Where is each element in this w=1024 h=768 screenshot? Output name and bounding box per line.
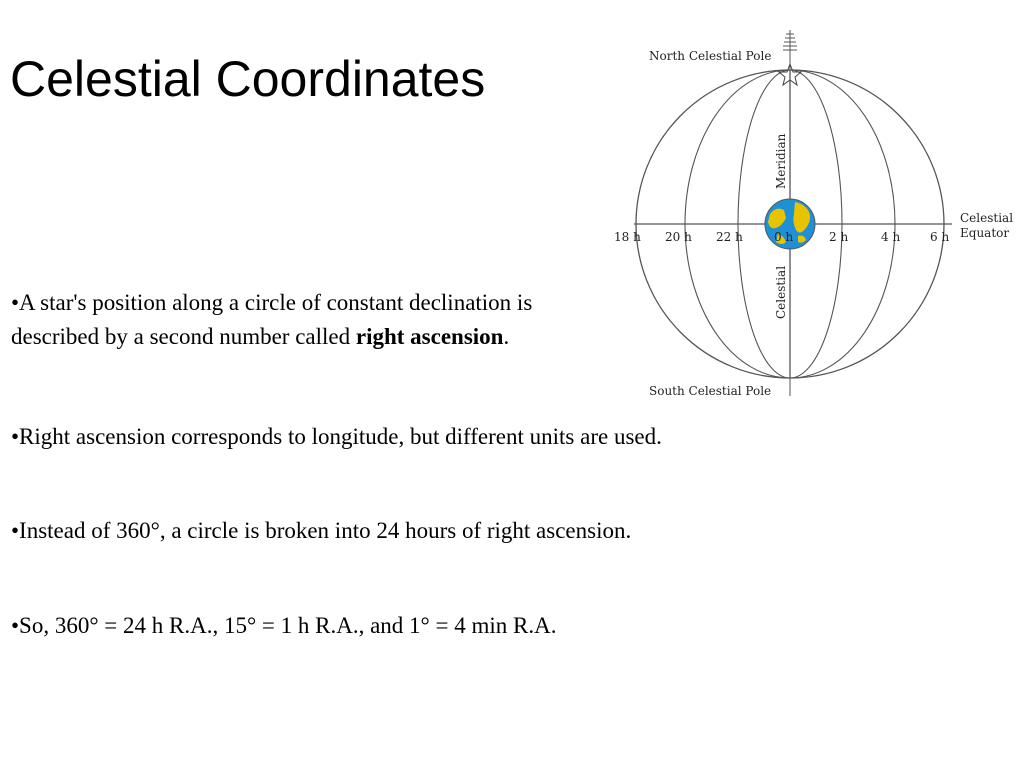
equator-label-line1: Celestial (960, 211, 1014, 225)
hour-label-22h: 22 h (716, 230, 743, 244)
hour-labels (614, 230, 949, 244)
bullet-conversion: •So, 360° = 24 h R.A., 15° = 1 h R.A., and 1° = 4 min R.A. (11, 613, 557, 638)
equator-label-line2: Equator (960, 226, 1010, 240)
bullet-24-hours: •Instead of 360°, a circle is broken into 24 hours of right ascension. (11, 518, 632, 543)
bullet-1-end: . (503, 324, 510, 349)
hour-label-4h: 4 h (881, 230, 901, 244)
bullet-longitude: •Right ascension corresponds to longitude, but different units are used. (11, 424, 662, 449)
celestial-sphere-diagram (600, 22, 1020, 402)
hour-label-6h: 6 h (930, 230, 950, 244)
hour-label-2h: 2 h (829, 230, 849, 244)
hour-label-20h: 20 h (665, 230, 692, 244)
bullet-1-text: •A star's position along a circle of constant declination is described by a second number called (11, 290, 533, 349)
pole-axis-top (783, 30, 797, 72)
meridian-label: Meridian (774, 133, 788, 189)
north-pole-label: North Celestial Pole (649, 49, 772, 63)
slide-title: Celestial Coordinates (10, 51, 486, 107)
celestial-label: Celestial (774, 265, 788, 319)
south-pole-label: South Celestial Pole (649, 384, 772, 398)
bullet-right-ascension (11, 286, 611, 354)
hour-label-0h: 0 h (774, 230, 794, 244)
right-ascension-term: right ascension (355, 324, 504, 349)
hour-label-18h: 18 h (614, 230, 641, 244)
